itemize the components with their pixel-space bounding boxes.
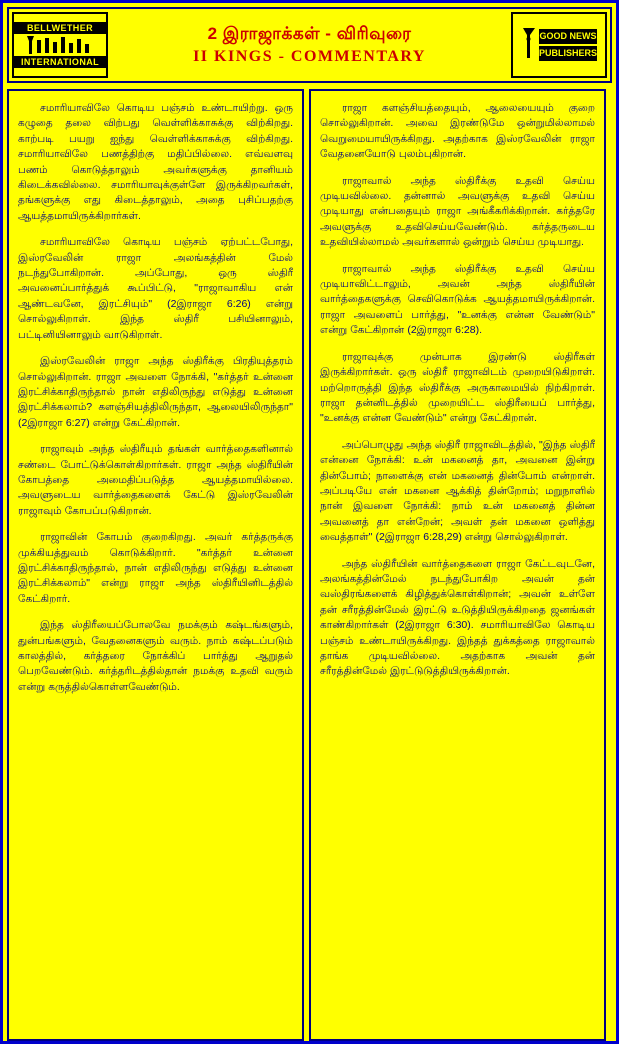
page-title-tamil: 2 இராஜாக்கள் - விரிவுரை <box>207 24 412 43</box>
paragraph: ராஜாவால் அந்த ஸ்திரீக்கு உதவி செய்ய முடியவில்லை. தன்னால் அவளுக்கு உதவி செய்ய முடியாது என்பதையும் ராஜா அங்கீகரிக்கிறான். கர்த்தரே அவளுக்கு உதவிசெய்யவேண்டும். கர்த்தருடைய உதவியில்லாமல் அவர்களால் ஒன்றும் செய்ய முடியாது. <box>320 174 595 249</box>
page-title <box>111 9 508 81</box>
good-news-emblem-row <box>513 26 605 65</box>
paragraph: ராஜாவின் கோபம் குறைகிறது. அவர் கர்த்தருக்கு முக்கியத்துவம் கொடுக்கிறார். "கர்த்தர் உன்னை இரட்சிக்காதிருந்தால், நான் எதிலிருந்து எடுத்து உன்னை இரட்சிக்கலாம்" என்று ராஜா அந்த ஸ்திரீயினிடத்தில் கேட்கிறார். <box>18 531 293 605</box>
page-header <box>7 7 612 83</box>
paragraph: சமாரியாவிலே கொடிய பஞ்சம் ஏற்பட்டபோது, இஸ்ரவேலின் ராஜா அலங்கத்தின் மேல் நடந்துபோகிறான். அப்போது, ஒரு ஸ்திரீ அவனைப்பார்த்துக் கூப்பிட்டு, "ராஜாவாகிய என் ஆண்டவனே, இரட்சியும்" (2இராஜா 6:26) என்று சொல்லுகிறாள். இந்த ஸ்திரீ பசியினாலும், பட்டினியினாலும் வாடுகிறாள். <box>18 236 293 341</box>
paragraph: அந்த ஸ்திரீயின் வார்த்தைகளை ராஜா கேட்டவுடனே, அலங்கத்தின்மேல் நடந்துபோகிற அவன் தன் வஸ்திரங்களைக் கிழித்துக்கொள்கிறான்; அவன் உள்ளே தன் சரீரத்தின்மேல் இரட்டு உடுத்தியிருக்கிறதை ஜனங்கள் காண்கிறார்கள் (2இராஜா 6:30). சமாரியாவிலே கொடிய பஞ்சம் உண்டாயிருக்கிறது. இந்தத் துக்கத்தை ராஜாவால் தாங்க முடியவில்லை. அதற்காக அவன் தன் சரீரத்தின்மேல் இரட்டுடுத்தியிருக்கிறான். <box>320 557 595 678</box>
good-news-text-block <box>539 29 597 61</box>
bellwether-logo-bottom-text: INTERNATIONAL <box>14 56 106 68</box>
paragraph: ராஜாவும் அந்த ஸ்திரீயும் தங்கள் வார்த்தைகளினால் சண்டை போட்டுக்கொள்கிறார்கள். ராஜா அந்த ஸ்திரீயின் கோபத்தை அமைதிப்படுத்த ஆயத்தமாயில்லை. அவளுடைய வார்த்தைகளைக் கேட்டு இஸ்ரவேலின் ராஜாவும் கோபப்படுகிறான். <box>18 443 293 517</box>
good-news-line1: GOOD NEWS <box>539 29 597 44</box>
paragraph: ராஜா களஞ்சியத்தையும், ஆலையையும் குறை சொல்லுகிறான். அவை இரண்டுமே ஒன்றுமில்லாமல் வெறுமையாயிருக்கிறது. அதற்காக இஸ்ரவேலின் ராஜா வேதனையோடு புலம்புகிறான். <box>320 102 595 161</box>
paragraph: சமாரியாவிலே கொடிய பஞ்சம் உண்டாயிற்று. ஒரு கழுதை தலை விற்பது வெள்ளிக்காசுக்கு விற்கிறது. காற்படி பயறு ஐந்து வெள்ளிக்காசுக்கு விற்கிறது. சமாரியாவிலே பணத்திற்கு மதிப்பில்லை. எவ்வளவு பணம் கொடுத்தாலும் அவர்களுக்கு தானியம் கிடைக்கவில்லை. சமாரியாவுக்குள்ளே இருக்கிறவர்கள், தங்களுக்கு எது கிடைத்தாலும், அதை புசிப்பதற்கு ஆயத்தமாயிருக்கிறார்கள். <box>18 102 293 222</box>
paragraph: இந்த ஸ்திரீயைப்போலவே நமக்கும் கஷ்டங்களும், துன்பங்களும், வேதனைகளும் வரும். நாம் கஷ்டப்படும் காலத்தில், கர்த்தரை நோக்கிப் பார்த்து ஆறுதல் பெறவேண்டும். கர்த்தரிடத்தில்தான் நமக்கு உதவி வரும் என்று கருத்தில்கொள்ளவேண்டும். <box>18 619 293 693</box>
good-news-publishers-logo <box>511 12 607 78</box>
bellwether-international-logo <box>12 12 108 78</box>
page-body <box>7 89 612 1041</box>
right-text-column <box>309 89 606 1041</box>
paragraph: இஸ்ரவேலின் ராஜா அந்த ஸ்திரீக்கு பிரதியுத்தரம் சொல்லுகிறான். ராஜா அவளை நோக்கி, "கர்த்தர் உன்னை இரட்சிக்காதிருந்தால் நான் எதிலிருந்து எடுத்து உன்னை இரட்சிக்கலாம்? களஞ்சியத்திலிருந்தா, ஆலையிலிருந்தா" (2இராஜா 6:27) என்று கேட்கிறான். <box>18 355 293 429</box>
bellwether-torch-icon <box>14 34 106 56</box>
paragraph: அப்பொழுது அந்த ஸ்திரீ ராஜாவிடத்தில், "இந்த ஸ்திரீ என்னை நோக்கி: உன் மகனைத் தா, அவனை இன்று தின்போம்; நாளைக்கு என் மகனைத் தின்போம் என்றாள். அப்படியே என் மகனை ஆக்கித் தின்றோம்; மறுநாளில் நான் இவளை நோக்கி: நாம் உன் மகனைத் தின்ன அவனைத் தா என்றேன்; அவள் தன் மகனை ஒளித்து வைத்தாள்" (2இராஜா 6:28,29) என்று சொல்லுகிறாள். <box>320 438 595 544</box>
page-title-english: II KINGS - COMMENTARY <box>193 48 426 65</box>
bellwether-logo-top-text: BELLWETHER <box>14 22 106 34</box>
trumpet-icon <box>521 26 537 65</box>
paragraph: ராஜாவால் அந்த ஸ்திரீக்கு உதவி செய்ய முடியாவிட்டாலும், அவன் அந்த ஸ்திரீயின் வார்த்தைகளுக்கு செவிகொடுக்க ஆயத்தமாயிருக்கிறான். ராஜா அவளைப் பார்த்து, "உனக்கு என்ன வேண்டும்" என்று கேட்கிறான் (2இராஜா 6:28). <box>320 262 595 337</box>
left-text-column <box>7 89 304 1041</box>
paragraph: ராஜாவுக்கு முன்பாக இரண்டு ஸ்திரீகள் இருக்கிறார்கள். ஒரு ஸ்திரீ ராஜாவிடம் முறையிடுகிறாள். மற்றொருத்தி இந்த ஸ்திரீக்கு அருகாமையில் நிற்கிறாள். ராஜா தன்னிடத்தில் முறையிட்ட ஸ்திரீயைப் பார்த்து, "உனக்கு என்ன வேண்டும்" என்று கேட்கிறான். <box>320 350 595 425</box>
good-news-line2: PUBLISHERS <box>539 46 597 61</box>
